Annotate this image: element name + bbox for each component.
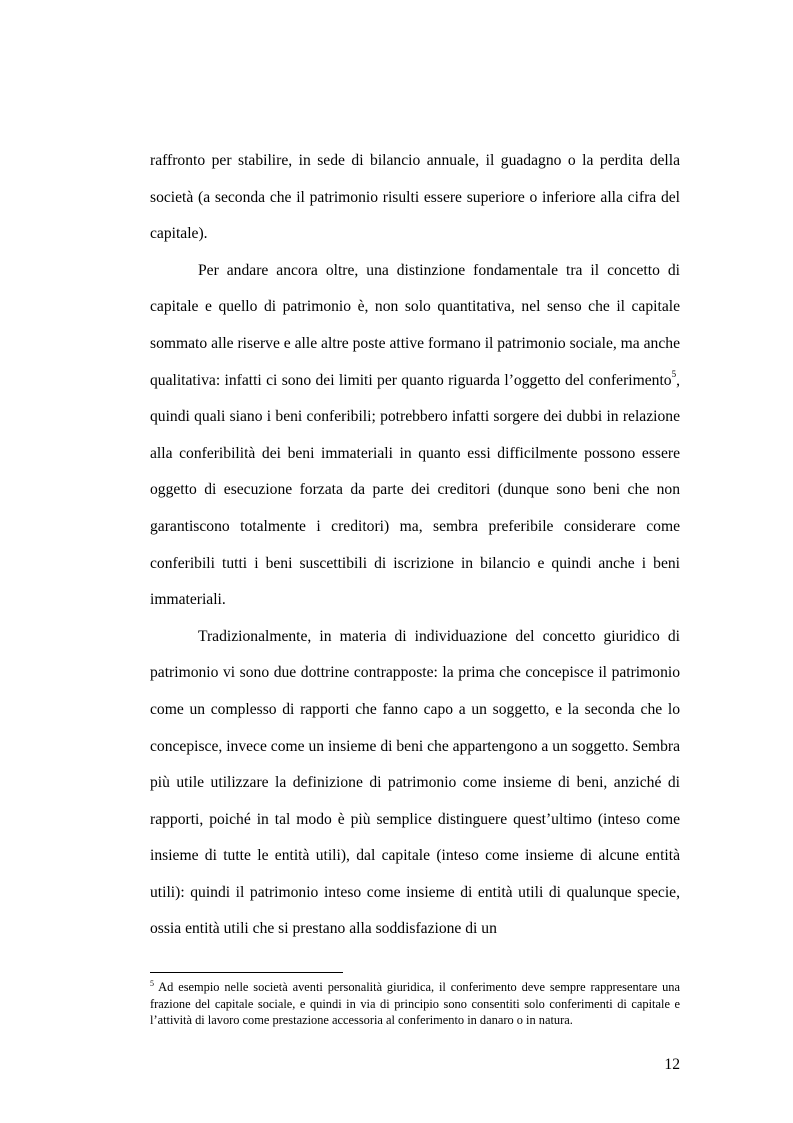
paragraph-3-text: Tradizionalmente, in materia di individuazione del concetto giuridico di patrimonio vi sono due dottrine contrapposte: la prima che concepisce il patrimonio come un complesso di rapporti che fanno capo a un soggetto, e la seconda che lo concepisce, invece come un insieme di beni che appartengono a un soggetto. Sembra più utile utilizzare la definizione di patrimonio come insieme di beni, anziché di rapporti, poiché in tal modo è più semplice distinguere quest’ultimo (inteso come insieme di tutte le entità utili), dal capitale (inteso come insieme di alcune entità utili): quindi il patrimonio inteso come insieme di entità utili di qualunque specie, ossia entità utili che si prestano alla soddisfazione di un: [150, 627, 681, 938]
paragraph-2: [150, 253, 680, 619]
paragraph-1: [150, 143, 680, 253]
footnote-marker: 5: [150, 978, 154, 988]
paragraph-1-text: raffronto per stabilire, in sede di bilancio annuale, il guadagno o la perdita della società (a seconda che il patrimonio risulti essere superiore o inferiore alla cifra del capitale).: [150, 152, 680, 243]
body-text: [150, 143, 680, 948]
paragraph-2-text-start: Per andare ancora oltre, una distinzione fondamentale tra il concetto di capitale e quello di patrimonio è, non solo quantitativa, nel senso che il capitale sommato alle riserve e alle altre poste attive formano il patrimonio sociale, ma anche qualitativa: infatti ci sono dei limiti per quanto riguarda l’oggetto del conferimento: [150, 261, 680, 389]
footnote-reference[interactable]: 5: [671, 369, 677, 380]
paragraph-2-text-end: , quindi quali siano i beni conferibili; potrebbero infatti sorgere dei dubbi in relazione alla conferibilità dei beni immateriali in quanto essi difficilmente possono essere oggetto di esecuzione forzata da parte dei creditori (dunque sono beni che non garantiscono totalmente i creditori) ma, sembra preferibile considerare come conferibili tutti i beni suscettibili di iscrizione in bilancio e quindi anche i beni immateriali.: [150, 371, 680, 609]
page-number: 12: [664, 1056, 680, 1073]
footnote-text: Ad esempio nelle società aventi personalità giuridica, il conferimento deve sempre rappresentare una frazione del capitale sociale, e quindi in via di principio sono consentiti solo conferimenti di capitale e l’attività di lavoro come prestazione accessoria al conferimento in danaro o in natura.: [150, 980, 680, 1028]
footnote: [150, 979, 680, 1029]
footnote-divider: [150, 972, 343, 973]
paragraph-3: [150, 619, 680, 948]
